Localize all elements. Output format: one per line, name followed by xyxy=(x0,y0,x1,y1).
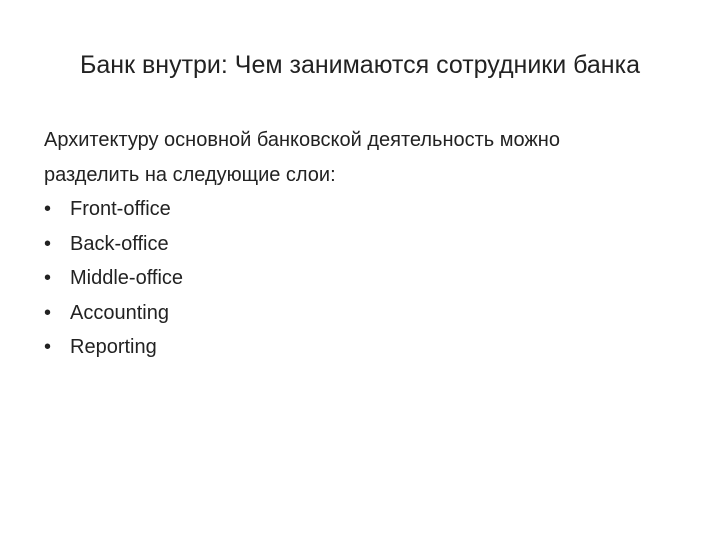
list-item-label: Middle-office xyxy=(70,267,184,289)
list-item-label: Front-office xyxy=(70,198,171,220)
intro-line-1: Архитектуру основной банковской деятельность можно xyxy=(44,129,560,151)
list-item-label: Accounting xyxy=(70,301,169,324)
intro-line-2: разделить на следующие слои: xyxy=(44,163,336,186)
bullet-icon: • xyxy=(44,301,52,324)
list-item-label: Back-office xyxy=(70,232,169,255)
slide-title: Банк внутри: Чем занимаются сотрудники банка xyxy=(79,51,640,79)
slide-body xyxy=(44,123,684,365)
list-item-label: Reporting xyxy=(70,336,157,358)
list-item xyxy=(44,296,684,331)
list-item xyxy=(44,192,684,227)
list-item xyxy=(44,330,684,365)
layer-list xyxy=(44,192,684,365)
bullet-icon: • xyxy=(44,232,52,255)
bullet-icon: • xyxy=(44,198,52,220)
bullet-icon: • xyxy=(44,267,52,289)
intro-text xyxy=(44,123,684,192)
list-item xyxy=(44,227,684,262)
bullet-icon: • xyxy=(44,336,52,358)
list-item xyxy=(44,261,684,296)
